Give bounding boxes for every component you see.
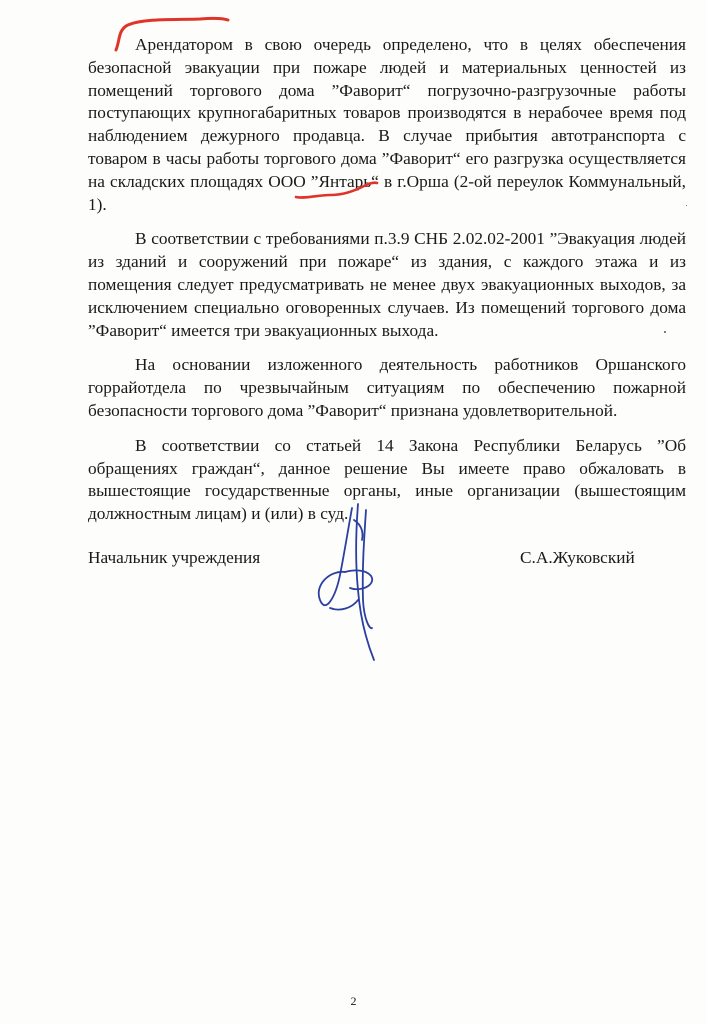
signatory-title: Начальник учреждения (88, 548, 261, 567)
paragraph-1: Арендатором в свою очередь определено, что в целях обеспечения безопасной эвакуации при пожаре людей и материальных ценностей из помещений торгового дома ”Фаворит“ погрузочно-разгрузочные работы поступающих крупногабаритных товаров производятся в нерабочее время под наблюдением дежурного продавца. В случае прибытия автотранспорта с товаром в часы работы торгового дома ”Фаворит“ его разгрузка осуществляется на складских площадях ООО ”Янтарь“ в г.Орша (2-ой переулок Коммунальный, 1). (88, 35, 686, 214)
scan-speck (686, 205, 687, 206)
page-number: 2 (350, 994, 357, 1008)
signatory-name: С.А.Жуковский (520, 548, 635, 567)
paragraph-4: В соответствии со статьей 14 Закона Республики Беларусь ”Об обращениях граждан“, данное решение Вы имеете право обжаловать в вышестоящие государственные органы, иные организации (вышестоящим должностным лицам) и (или) в суд. (88, 435, 686, 524)
scan-speck (664, 331, 666, 333)
paragraph-2: В соответствии с требованиями п.3.9 СНБ 2.02.02-2001 ”Эвакуация людей из зданий и сооружений при пожаре“ из здания, с каждого этажа и из помещения следует предусматривать не менее двух эвакуационных выходов, за исключением специально оговоренных случаев. Из помещений торгового дома ”Фаворит“ имеется три эвакуационных выхода. (88, 229, 686, 340)
paragraph-3: На основании изложенного деятельность работников Оршанского горрайотдела по чрезвычайным ситуациям по обеспечению пожарной безопасности торгового дома ”Фаворит“ признана удовлетворительной. (88, 355, 686, 420)
handwritten-signature (300, 500, 410, 665)
document-body (88, 34, 686, 526)
